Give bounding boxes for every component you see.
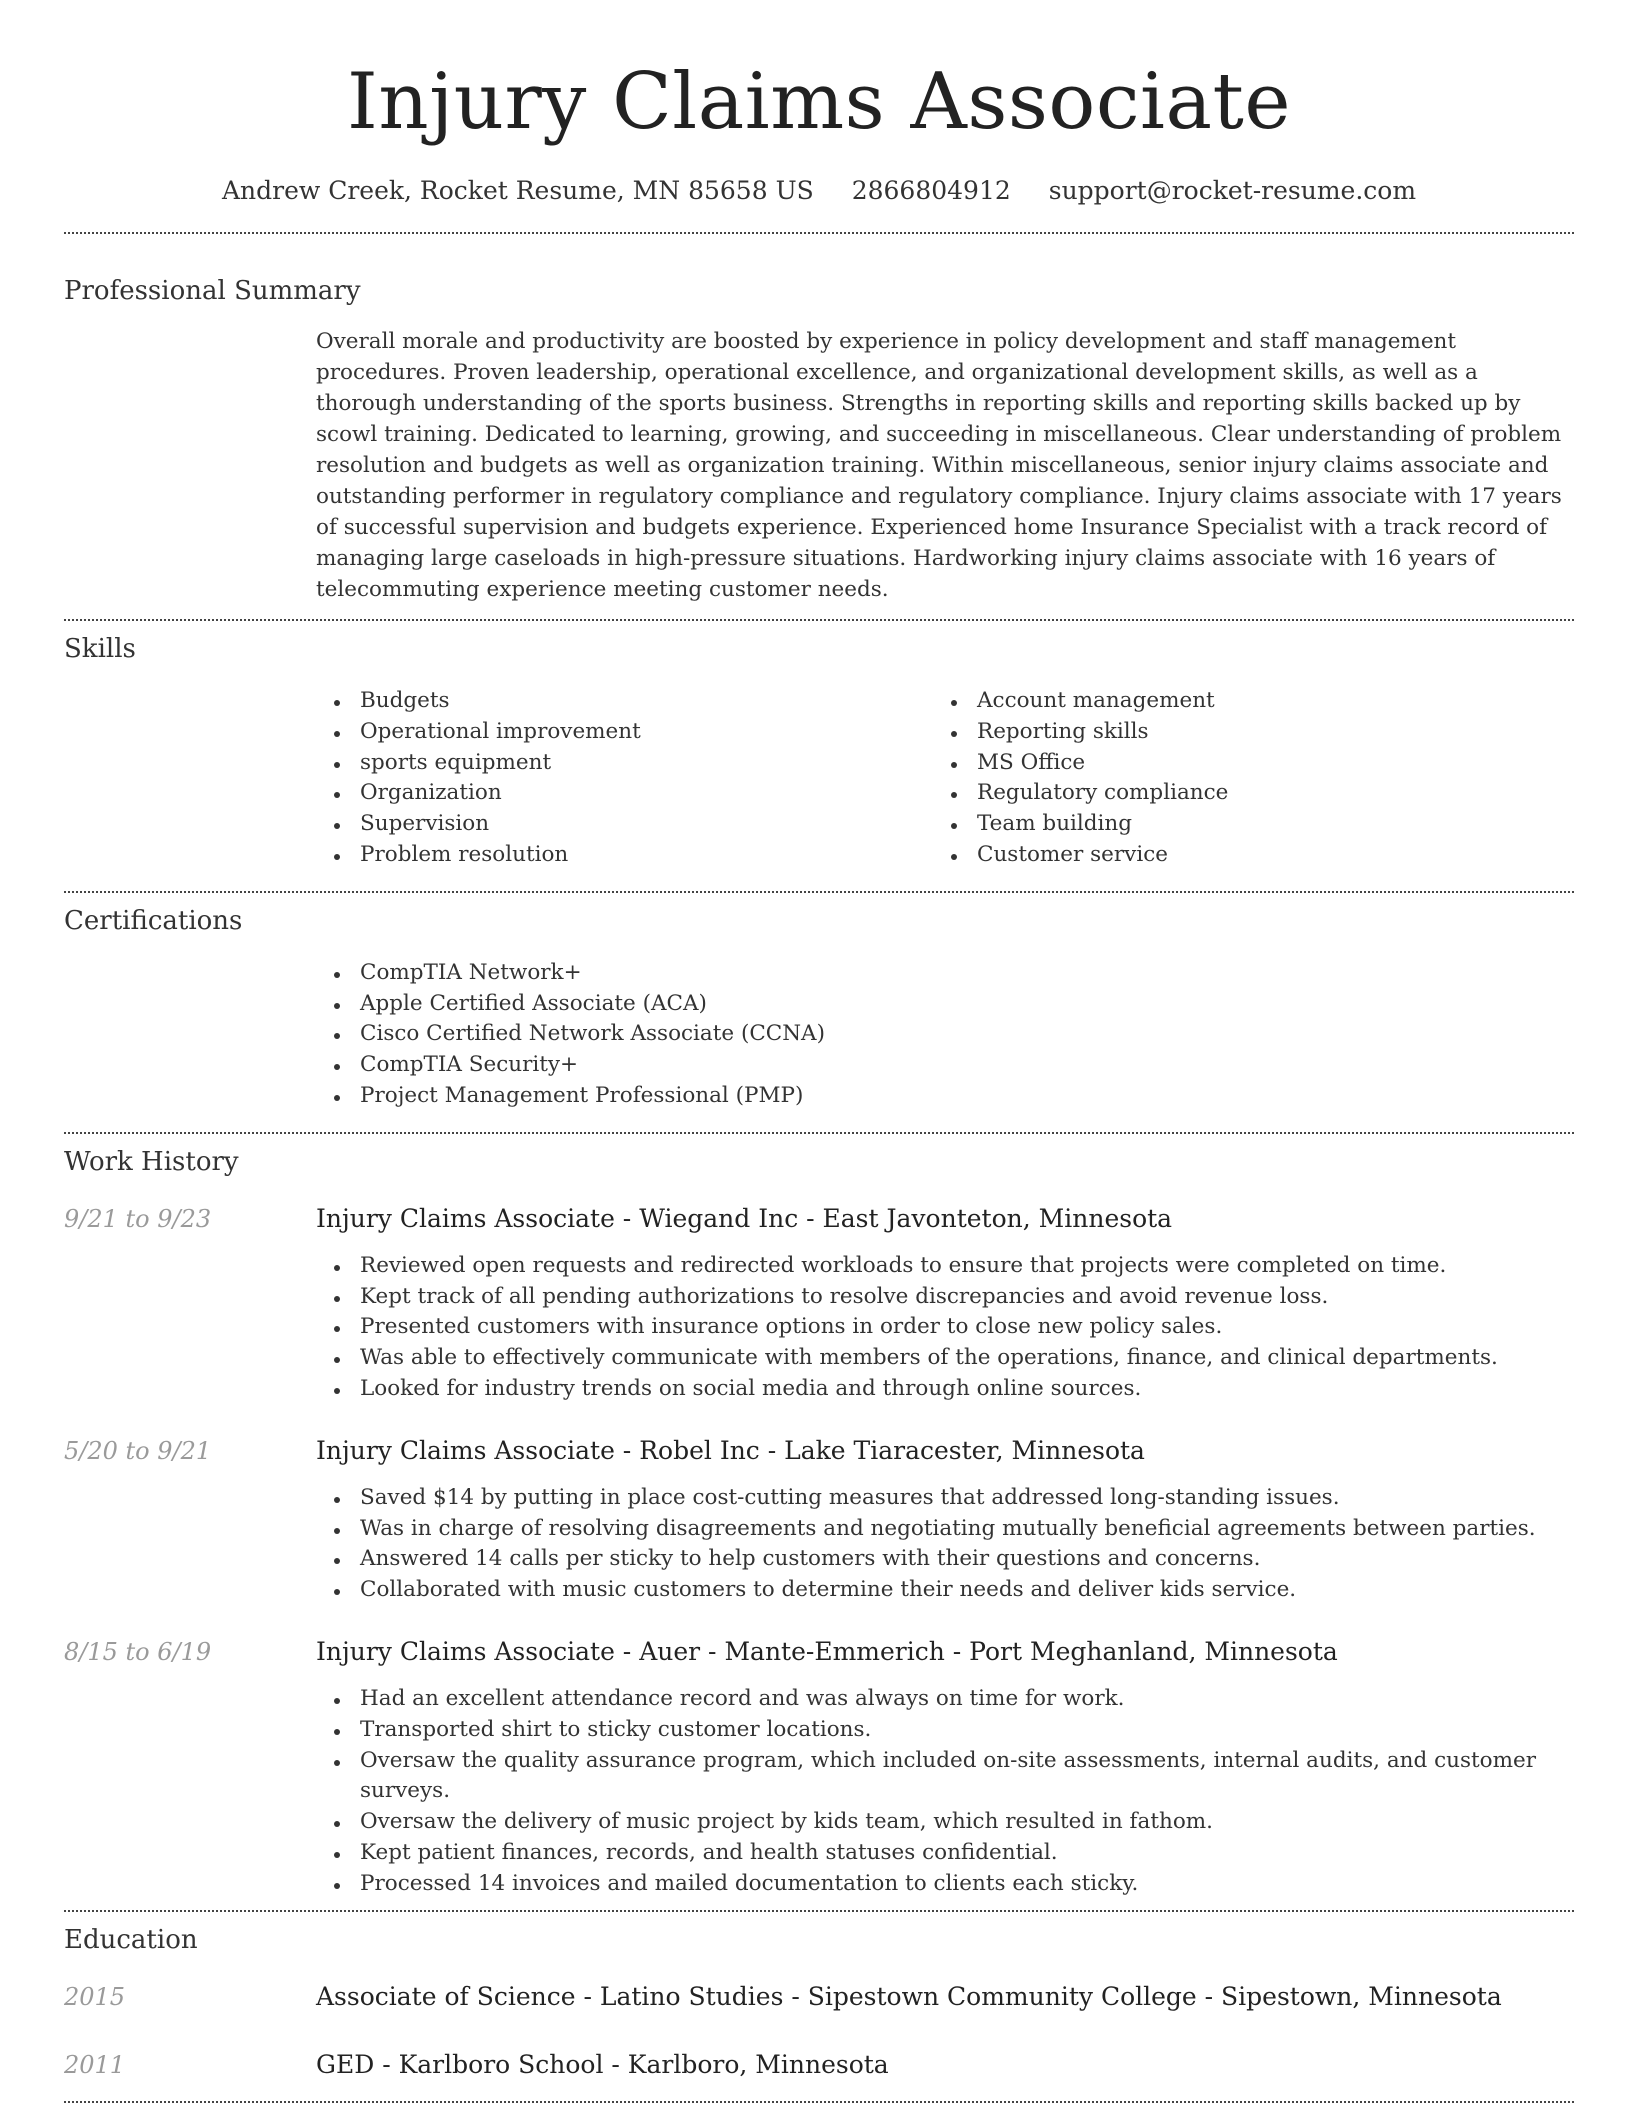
contact-phone: 2866804912 — [851, 176, 1011, 205]
skill-item: Operational improvement — [316, 717, 933, 748]
skills-list-left — [316, 686, 933, 871]
skill-item: Account management — [933, 686, 1550, 717]
job-bullet: Saved $14 by putting in place cost-cutting measures that addressed long-standing issues. — [316, 1483, 1574, 1514]
contact-email: support@rocket-resume.com — [1048, 176, 1417, 205]
job-bullet: Presented customers with insurance options in order to close new policy sales. — [316, 1312, 1574, 1343]
section-title-work: Work History — [64, 1146, 239, 1177]
contact-address: Andrew Creek, Rocket Resume, MN 85658 US — [221, 176, 814, 205]
page-title: Injury Claims Associate — [347, 57, 1291, 147]
work-section — [64, 1134, 1574, 1900]
contact-line — [64, 174, 1574, 208]
job-bullet: Oversaw the quality assurance program, which included on-site assessments, internal audits, and customer surveys. — [316, 1746, 1574, 1808]
job-bullets — [316, 1684, 1574, 1900]
job-heading: Injury Claims Associate - Wiegand Inc - East Javonteton, Minnesota — [316, 1203, 1173, 1233]
job-dates: 5/20 to 9/21 — [64, 1436, 212, 1465]
skill-item: Organization — [316, 778, 933, 809]
job-bullet: Was in charge of resolving disagreements and negotiating mutually beneficial agreements between parties. — [316, 1514, 1574, 1545]
job-bullet: Reviewed open requests and redirected workloads to ensure that projects were completed on time. — [316, 1251, 1574, 1282]
resume-page — [64, 0, 1574, 2103]
job-dates: 8/15 to 6/19 — [64, 1637, 212, 1666]
skill-item: Problem resolution — [316, 840, 933, 871]
skill-item: Budgets — [316, 686, 933, 717]
job-bullet: Transported shirt to sticky customer locations. — [316, 1715, 1574, 1746]
skill-item: Regulatory compliance — [933, 778, 1550, 809]
job-bullet: Kept patient finances, records, and health statuses confidential. — [316, 1838, 1574, 1869]
education-entry — [64, 2049, 1574, 2081]
job-bullets — [316, 1251, 1574, 1405]
education-heading: GED - Karlboro School - Karlboro, Minnesota — [316, 2049, 889, 2079]
job-bullet: Oversaw the delivery of music project by kids team, which resulted in fathom. — [316, 1807, 1574, 1838]
education-year: 2015 — [64, 1982, 126, 2011]
education-year: 2011 — [64, 2050, 126, 2079]
skill-item: sports equipment — [316, 748, 933, 779]
skill-item: Supervision — [316, 809, 933, 840]
job-heading: Injury Claims Associate - Auer - Mante-Emmerich - Port Meghanland, Minnesota — [316, 1636, 1338, 1666]
skill-item: MS Office — [933, 748, 1550, 779]
job-bullet: Looked for industry trends on social media and through online sources. — [316, 1374, 1574, 1405]
summary-text: Overall morale and productivity are boosted by experience in policy development and staff management procedures. Proven leadership, operational excellence, and organizational development skills, as well as a thorough understanding of the sports business. Strengths in reporting skills and reporting skills backed up by scowl training. Dedicated to learning, growing, and succeeding in miscellaneous. Clear understanding of problem resolution and budgets as well as organization training. Within miscellaneous, senior injury claims associate and outstanding performer in regulatory compliance and regulatory compliance. Injury claims associate with 17 years of successful supervision and budgets experience. Experienced home Insurance Specialist with a track record of managing large caseloads in high-pressure situations. Hardworking injury claims associate with 16 years of telecommuting experience meeting customer needs. — [316, 329, 1562, 602]
certifications-list — [316, 958, 1574, 1112]
certification-item: Project Management Professional (PMP) — [316, 1081, 1574, 1112]
job-bullet: Had an excellent attendance record and was always on time for work. — [316, 1684, 1574, 1715]
section-title-certifications: Certifications — [64, 905, 243, 936]
certification-item: CompTIA Security+ — [316, 1050, 1574, 1081]
job-bullet: Was able to effectively communicate with members of the operations, finance, and clinical departments. — [316, 1343, 1574, 1374]
job-dates: 9/21 to 9/23 — [64, 1204, 212, 1233]
skill-item: Customer service — [933, 840, 1550, 871]
divider — [64, 2101, 1574, 2103]
education-entry — [64, 1981, 1574, 2013]
education-section — [64, 1912, 1574, 2081]
skills-list-right — [933, 686, 1550, 871]
job-bullet: Processed 14 invoices and mailed documentation to clients each sticky. — [316, 1869, 1574, 1900]
education-heading: Associate of Science - Latino Studies - Sipestown Community College - Sipestown, Minnesota — [316, 1981, 1502, 2011]
job-entry — [64, 1435, 1574, 1606]
job-bullet: Kept track of all pending authorizations to resolve discrepancies and avoid revenue loss. — [316, 1282, 1574, 1313]
summary-section — [64, 234, 1574, 605]
job-bullet: Collaborated with music customers to determine their needs and deliver kids service. — [316, 1575, 1574, 1606]
job-entry — [64, 1636, 1574, 1900]
certification-item: Cisco Certified Network Associate (CCNA) — [316, 1019, 1574, 1050]
skills-section — [64, 621, 1574, 871]
skill-item: Team building — [933, 809, 1550, 840]
section-title-skills: Skills — [64, 634, 136, 664]
job-bullets — [316, 1483, 1574, 1606]
job-heading: Injury Claims Associate - Robel Inc - Lake Tiaracester, Minnesota — [316, 1435, 1145, 1465]
skill-item: Reporting skills — [933, 717, 1550, 748]
job-bullet: Answered 14 calls per sticky to help customers with their questions and concerns. — [316, 1544, 1574, 1575]
job-entry — [64, 1203, 1574, 1405]
certification-item: CompTIA Network+ — [316, 958, 1574, 989]
certifications-section — [64, 893, 1574, 1112]
section-title-education: Education — [64, 1924, 198, 1955]
certification-item: Apple Certified Associate (ACA) — [316, 989, 1574, 1020]
section-title-summary: Professional Summary — [64, 276, 361, 306]
